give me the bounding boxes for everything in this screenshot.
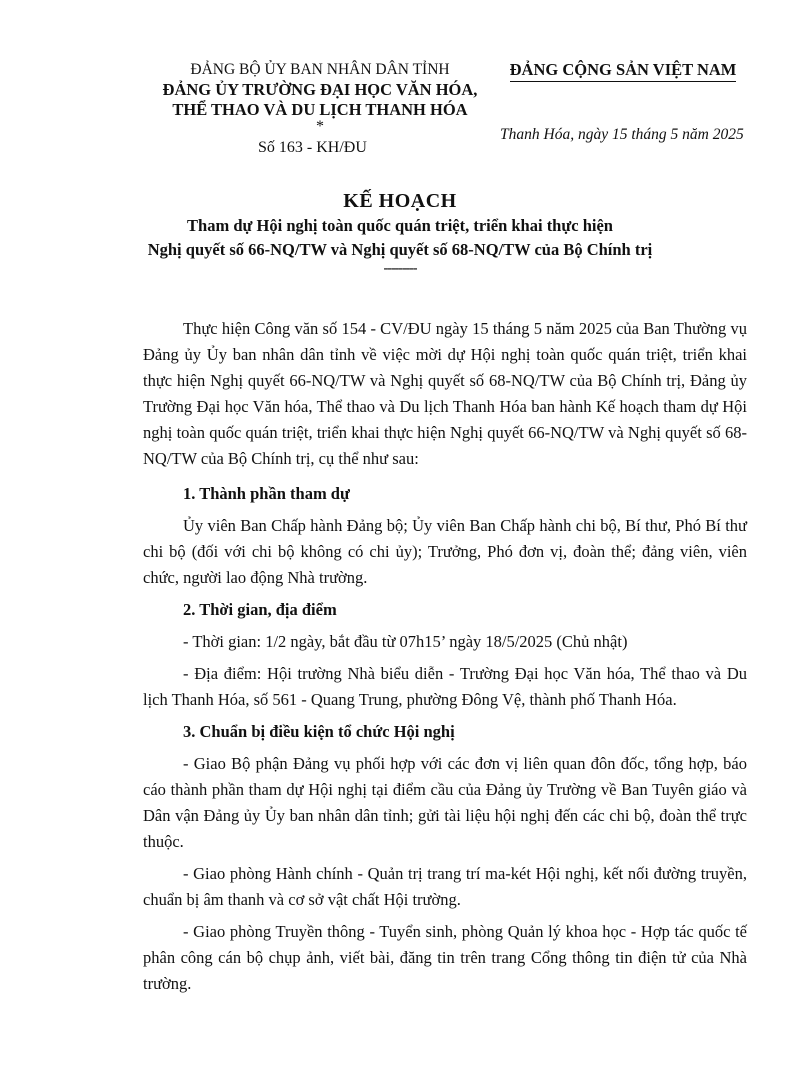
section-heading-preparation: 3. Chuẩn bị điều kiện tổ chức Hội nghị (183, 722, 455, 741)
parent-organization: ĐẢNG BỘ ỦY BAN NHÂN DÂN TỈNH (190, 61, 450, 78)
time-paragraph: - Thời gian: 1/2 ngày, bắt đầu từ 07h15’ ngày 18/5/2025 (Chủ nhật) (183, 632, 628, 651)
document-body (143, 316, 747, 1003)
party-name: ĐẢNG CỘNG SẢN VIỆT NAM (510, 60, 737, 82)
preparation-paragraph-administration: - Giao phòng Hành chính - Quản trị trang trí ma-két Hội nghị, kết nối đường truyền, chuẩn bị âm thanh và cơ sở vật chất Hội trường. (143, 864, 747, 909)
place-paragraph: - Địa điểm: Hội trường Nhà biểu diễn - Trường Đại học Văn hóa, Thể thao và Du lịch Thanh Hóa, số 561 - Quang Trung, phường Đông Vệ, thành phố Thanh Hóa. (143, 664, 747, 709)
preparation-paragraph-communications: - Giao phòng Truyền thông - Tuyển sinh, phòng Quản lý khoa học - Hợp tác quốc tế phân công cán bộ chụp ảnh, viết bài, đăng tin trên trang Cổng thông tin điện tử của Nhà trường. (143, 922, 747, 993)
participants-paragraph: Ủy viên Ban Chấp hành Đảng bộ; Ủy viên Ban Chấp hành chi bộ, Bí thư, Phó Bí thư chi bộ (đối với chi bộ không có chi ủy); Trưởng, Phó đơn vị, đoàn thể; đảng viên, viên chức, người lao động Nhà trường. (143, 516, 747, 587)
place-and-date: Thanh Hóa, ngày 15 tháng 5 năm 2025 (500, 126, 744, 143)
intro-paragraph: Thực hiện Công văn số 154 - CV/ĐU ngày 15 tháng 5 năm 2025 của Ban Thường vụ Đảng ủy Ủy ban nhân dân tỉnh về việc mời dự Hội nghị toàn quốc quán triệt, triển khai thực hiện Nghị quyết 66-NQ/TW và Nghị quyết số 68-NQ/TW của Bộ Chính trị, Đảng ủy Trường Đại học Văn hóa, Thể thao và Du lịch Thanh Hóa ban hành Kế hoạch tham dự Hội nghị toàn quốc quán triệt, triển khai thực hiện Nghị quyết 66-NQ/TW và Nghị quyết số 68-NQ/TW của Bộ Chính trị, cụ thể như sau: (143, 319, 747, 468)
document-subtitle-line1: Tham dự Hội nghị toàn quốc quán triệt, triển khai thực hiện (187, 216, 613, 235)
preparation-paragraph-party-affairs: - Giao Bộ phận Đảng vụ phối hợp với các đơn vị liên quan đôn đốc, tổng hợp, báo cáo thành phần tham dự Hội nghị tại điểm cầu của Đảng ủy Trường về Ban Tuyên giáo và Dân vận Đảng ủy Ủy ban nhân dân tỉnh; gửi tài liệu hội nghị đến các chi bộ, đoàn thể trực thuộc. (143, 754, 747, 851)
issuing-authority-block (150, 60, 490, 158)
organization-name-line1: ĐẢNG ỦY TRƯỜNG ĐẠI HỌC VĂN HÓA, (162, 80, 478, 99)
section-heading-participants: 1. Thành phần tham dự (183, 484, 350, 503)
document-number: Số 163 - KH/ĐU (258, 139, 367, 156)
document-subtitle-line2: Nghị quyết số 66-NQ/TW và Nghị quyết số 68-NQ/TW của Bộ Chính trị (147, 240, 653, 259)
organization-name-line2: THỂ THAO VÀ DU LỊCH THANH HÓA (172, 100, 468, 119)
document-type: KẾ HOẠCH (343, 190, 457, 212)
title-block (0, 188, 800, 276)
section-heading-time-place: 2. Thời gian, địa điểm (183, 600, 337, 619)
title-divider: --------- (383, 261, 417, 276)
party-header-block (498, 60, 748, 144)
header-star: * (316, 118, 324, 135)
